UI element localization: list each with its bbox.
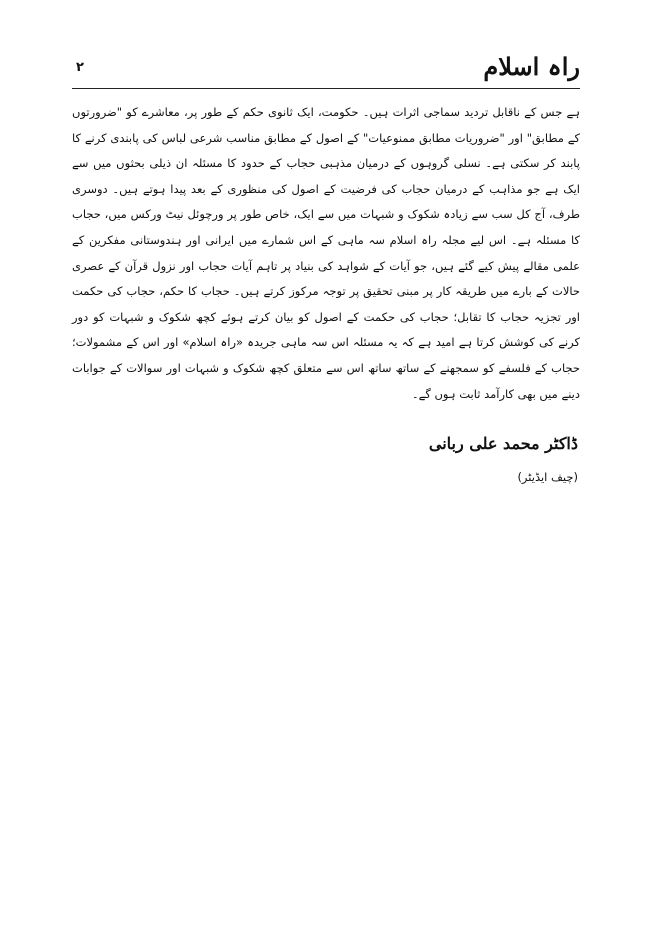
journal-title: راہ اسلام — [483, 52, 580, 81]
header-divider — [72, 88, 580, 89]
page-header — [72, 52, 580, 90]
author-signature-role: (چیف ایڈیٹر) — [517, 470, 578, 484]
editorial-body-paragraph: ہے جس کے ناقابل تردید سماجی اثرات ہیں۔ حکومت، ایک ثانوی حکم کے طور پر، معاشرے کو "ضرورتوں کے مطابق" اور "ضروریات مطابق ممنوعیات" کے اصول کے مطابق مناسب شرعی لباس کی پابندی کرنے کا پابند کر سکتی ہے۔ نسلی گروہوں کے درمیان مذہبی حجاب کے حدود کا مسئلہ ان ذیلی بحثوں میں سے ایک ہے جو مذاہب کے درمیان حجاب کی فرضیت کے اصول کی منظوری کے بعد پیدا ہوتے ہیں۔ دوسری طرف، آج کل سب سے زیادہ شکوک و شبہات میں سے ایک، خاص طور پر ورچوئل نیٹ ورکس میں، حجاب کا مسئلہ ہے۔ اس لیے مجلہ راہ اسلام سہ ماہی کے اس شمارے میں ایرانی اور ہندوستانی مفکرین کے علمی مقالے پیش کیے گئے ہیں، جو آیات کے شواہد کی بنیاد پر تاہم آیات حجاب اور نزول قرآن کے عصری حالات کے بارے میں طریقہ کار پر مبنی تحقیق پر توجہ مرکوز کرتے ہیں۔ حجاب کا حکم، حجاب کی حکمت اور تجزیہ حجاب کا تقابل؛ حجاب کی حکمت کے اصول کو بیان کرتے ہوئے کچھ شکوک و شبہات کو دور کرنے کی کوشش کرتا ہے امید ہے کہ یہ مسئلہ اس سہ ماہی جریدہ «راہ اسلام» اور اس کے مشمولات؛ حجاب کے فلسفے کو سمجھنے کے ساتھ ساتھ اس سے متعلق کچھ شکوک و شبہات اور سوالات کے جوابات دینے میں بھی کارآمد ثابت ہوں گے۔ — [72, 105, 580, 401]
page-number: ۲ — [76, 60, 84, 75]
author-signature-name: ڈاکٹر محمد علی ربانی — [428, 434, 578, 453]
